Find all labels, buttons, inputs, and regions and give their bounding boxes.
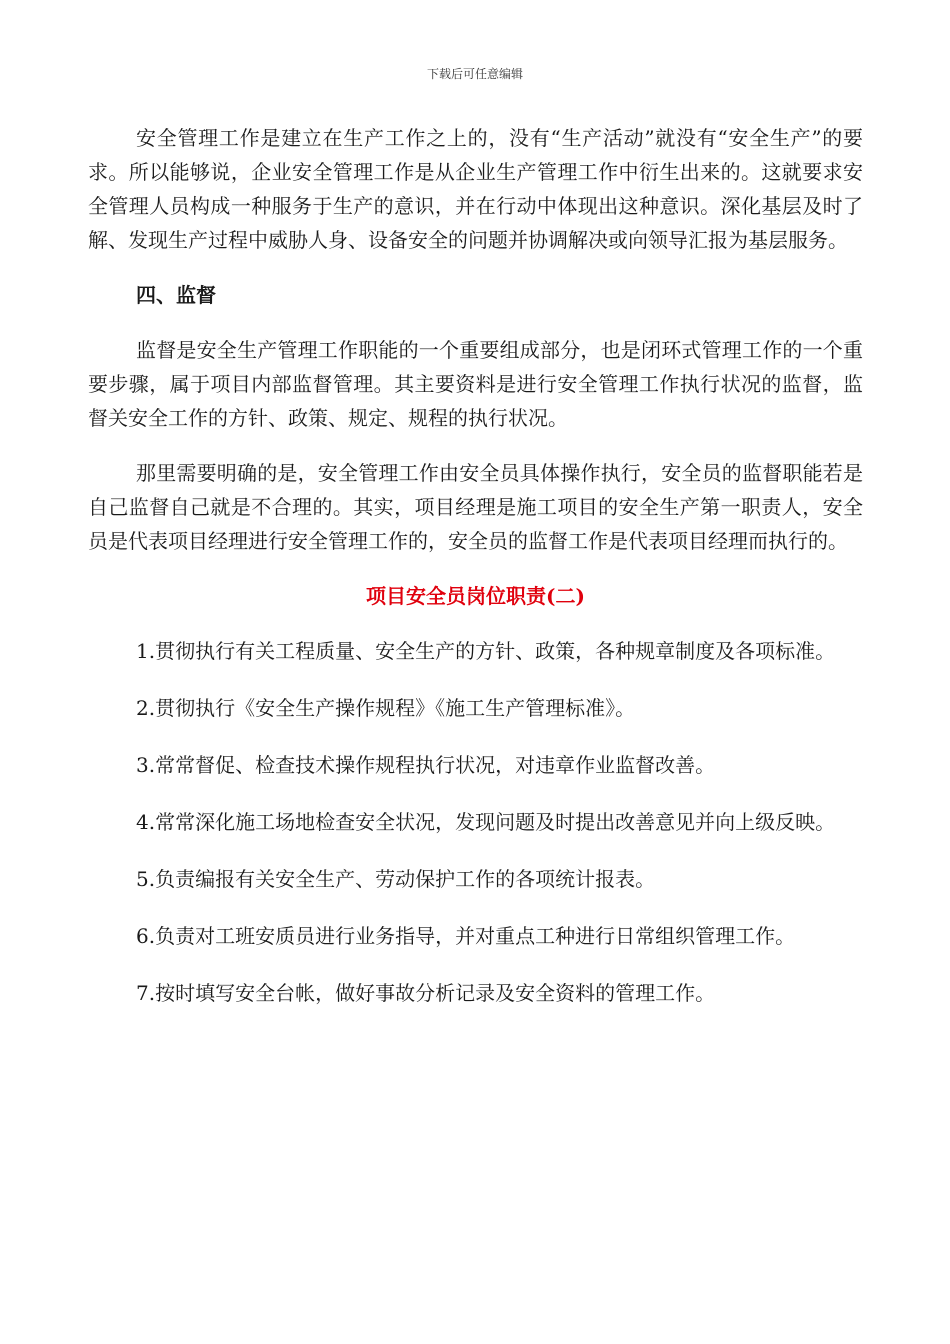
duty-item: 1.贯彻执行有关工程质量、安全生产的方针、政策，各种规章制度及各项标准。 xyxy=(136,639,836,663)
document-body xyxy=(88,121,863,1010)
section-heading-supervision: 四、监督 xyxy=(136,283,216,307)
duty-item: 6.负责对工班安质员进行业务指导，并对重点工种进行日常组织管理工作。 xyxy=(136,924,796,948)
paragraph-supervision: 监督是安全生产管理工作职能的一个重要组成部分，也是闭环式管理工作的一个重要步骤，属于项目内部监督管理。其主要资料是进行安全管理工作执行状况的监督，监督关安全工作的方针、政策、规定、规程的执行状况。 xyxy=(88,338,863,430)
duty-item: 5.负责编报有关安全生产、劳动保护工作的各项统计报表。 xyxy=(136,867,656,891)
page-header-note: 下载后可任意编辑 xyxy=(426,67,523,81)
paragraph-responsibility: 那里需要明确的是，安全管理工作由安全员具体操作执行，安全员的监督职能若是自己监督自己就是不合理的。其实，项目经理是施工项目的安全生产第一职责人，安全员是代表项目经理进行安全管理工作的，安全员的监督工作是代表项目经理而执行的。 xyxy=(88,461,863,553)
duty-item: 7.按时填写安全台帐，做好事故分析记录及安全资料的管理工作。 xyxy=(136,981,716,1005)
paragraph-service: 安全管理工作是建立在生产工作之上的，没有“生产活动”就没有“安全生产”的要求。所以能够说，企业安全管理工作是从企业生产管理工作中衍生出来的。这就要求安全管理人员构成一种服务于生产的意识，并在行动中体现出这种意识。深化基层及时了解、发现生产过程中威胁人身、设备安全的问题并协调解决或向领导汇报为基层服务。 xyxy=(88,126,863,252)
duty-item: 4.常常深化施工场地检查安全状况，发现问题及时提出改善意见并向上级反映。 xyxy=(136,810,836,834)
duty-item: 3.常常督促、检查技术操作规程执行状况，对违章作业监督改善。 xyxy=(136,753,716,777)
section-title: 项目安全员岗位职责(二) xyxy=(366,584,585,608)
duty-item: 2.贯彻执行《安全生产操作规程》《施工生产管理标准》。 xyxy=(136,696,636,720)
